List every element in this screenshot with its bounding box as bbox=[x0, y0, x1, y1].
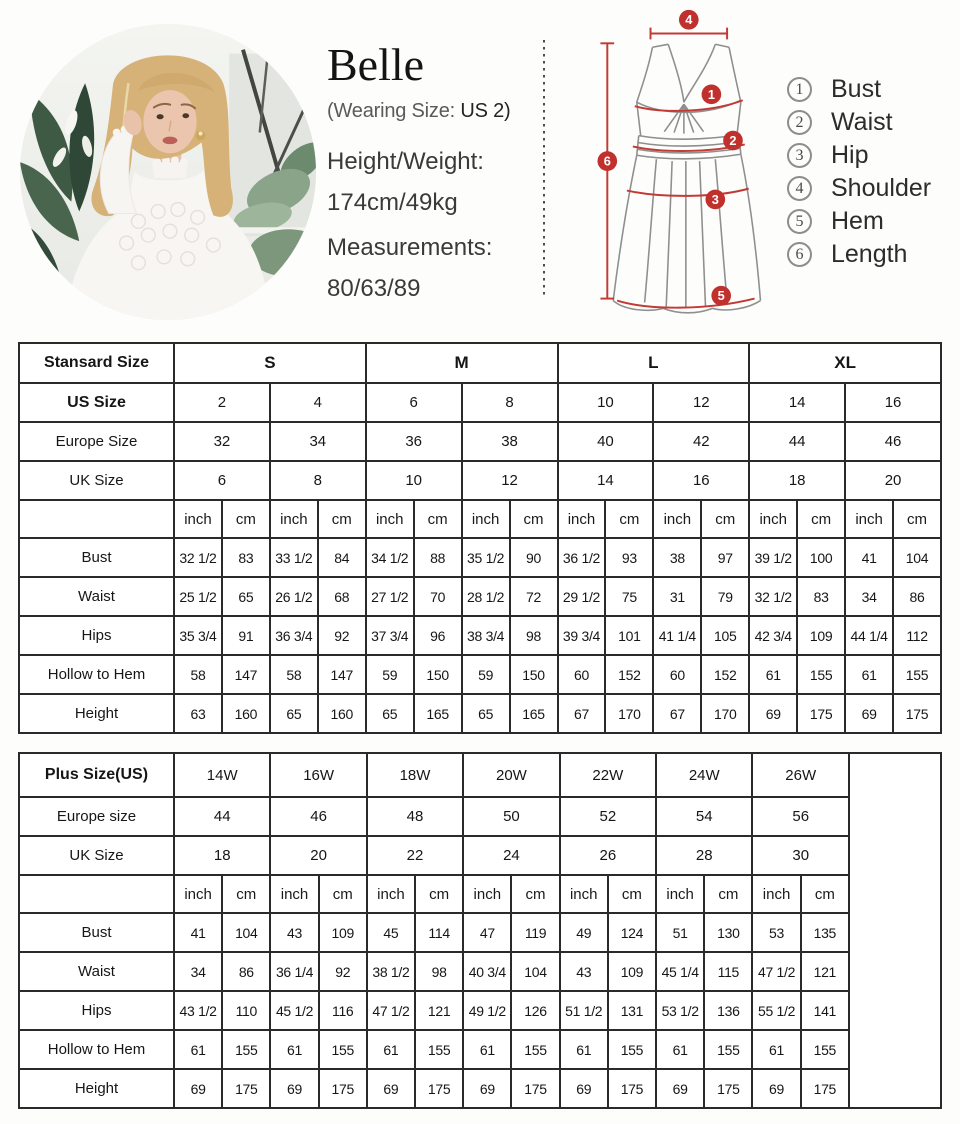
measure-value-cell: 45 1/2 bbox=[270, 991, 318, 1030]
measure-value-cell: 86 bbox=[893, 577, 941, 616]
measure-value-cell: 38 bbox=[653, 538, 701, 577]
unit-header-cell: inch bbox=[366, 500, 414, 538]
legend-number-circle: 3 bbox=[787, 143, 812, 168]
measurement-legend bbox=[787, 73, 931, 271]
unit-header-cell: cm bbox=[510, 500, 558, 538]
unit-header-cell: cm bbox=[701, 500, 749, 538]
measure-value-cell: 92 bbox=[319, 952, 367, 991]
size-value-cell: 12 bbox=[653, 383, 749, 422]
size-value-cell: 18 bbox=[174, 836, 270, 875]
row-label: Europe Size bbox=[19, 422, 174, 461]
size-value-cell: 42 bbox=[653, 422, 749, 461]
measurement-markers bbox=[597, 10, 742, 306]
measure-value-cell: 97 bbox=[701, 538, 749, 577]
measure-value-cell: 160 bbox=[222, 694, 270, 733]
measure-value-cell: 67 bbox=[653, 694, 701, 733]
legend-label: Waist bbox=[831, 108, 893, 136]
row-label: US Size bbox=[19, 383, 174, 422]
measure-value-cell: 35 1/2 bbox=[462, 538, 510, 577]
measure-value-cell: 92 bbox=[318, 616, 366, 655]
measure-value-cell: 61 bbox=[367, 1030, 415, 1069]
measure-value-cell: 27 1/2 bbox=[366, 577, 414, 616]
unit-header-cell: inch bbox=[367, 875, 415, 913]
measure-value-cell: 69 bbox=[656, 1069, 704, 1108]
measure-value-cell: 175 bbox=[797, 694, 845, 733]
size-value-cell: 14 bbox=[749, 383, 845, 422]
measure-value-cell: 47 1/2 bbox=[752, 952, 800, 991]
measure-value-cell: 69 bbox=[367, 1069, 415, 1108]
size-value-cell: 28 bbox=[656, 836, 752, 875]
measure-value-cell: 116 bbox=[319, 991, 367, 1030]
measure-value-cell: 69 bbox=[463, 1069, 511, 1108]
measure-value-cell: 61 bbox=[752, 1030, 800, 1069]
unit-header-cell: inch bbox=[845, 500, 893, 538]
size-value-cell: 46 bbox=[845, 422, 941, 461]
row-label: Bust bbox=[19, 538, 174, 577]
measure-value-cell: 69 bbox=[749, 694, 797, 733]
measure-value-cell: 47 1/2 bbox=[367, 991, 415, 1030]
size-value-cell: 56 bbox=[752, 797, 849, 836]
measure-value-cell: 98 bbox=[510, 616, 558, 655]
table-title: Plus Size(US) bbox=[19, 753, 174, 797]
unit-header-cell: inch bbox=[270, 875, 318, 913]
measure-value-cell: 79 bbox=[701, 577, 749, 616]
plus-size-table bbox=[18, 752, 942, 1109]
legend-number-circle: 2 bbox=[787, 110, 812, 135]
size-value-cell: 16 bbox=[653, 461, 749, 500]
measurement-lines bbox=[600, 28, 754, 308]
wearing-size bbox=[327, 100, 542, 123]
measure-value-cell: 170 bbox=[605, 694, 653, 733]
legend-item-bust bbox=[787, 73, 931, 106]
row-label: Hips bbox=[19, 616, 174, 655]
measure-value-cell: 147 bbox=[222, 655, 270, 694]
measure-value-cell: 109 bbox=[319, 913, 367, 952]
unit-header-cell: inch bbox=[749, 500, 797, 538]
unit-header-cell: cm bbox=[511, 875, 559, 913]
height-weight-label: Height/Weight: bbox=[327, 148, 484, 175]
measure-value-cell: 165 bbox=[414, 694, 462, 733]
model-photo bbox=[20, 24, 316, 320]
size-value-cell: 36 bbox=[366, 422, 462, 461]
legend-number-circle: 4 bbox=[787, 176, 812, 201]
measure-value-cell: 65 bbox=[366, 694, 414, 733]
unit-header-cell: cm bbox=[801, 875, 849, 913]
measure-value-cell: 175 bbox=[893, 694, 941, 733]
measure-value-cell: 45 bbox=[367, 913, 415, 952]
measure-value-cell: 53 bbox=[752, 913, 800, 952]
measure-value-cell: 39 1/2 bbox=[749, 538, 797, 577]
unit-header-cell: cm bbox=[318, 500, 366, 538]
legend-label: Hip bbox=[831, 141, 869, 169]
size-value-cell: 2 bbox=[174, 383, 270, 422]
measure-value-cell: 114 bbox=[415, 913, 463, 952]
measure-value-cell: 37 3/4 bbox=[366, 616, 414, 655]
measure-value-cell: 36 3/4 bbox=[270, 616, 318, 655]
measure-value-cell: 175 bbox=[608, 1069, 656, 1108]
model-name: Belle bbox=[327, 39, 425, 90]
measure-value-cell: 105 bbox=[701, 616, 749, 655]
measure-value-cell: 150 bbox=[510, 655, 558, 694]
size-value-cell: 32 bbox=[174, 422, 270, 461]
wearing-size-value: US 2) bbox=[460, 100, 511, 122]
standard-size-table bbox=[18, 342, 942, 734]
measure-value-cell: 84 bbox=[318, 538, 366, 577]
measure-value-cell: 126 bbox=[511, 991, 559, 1030]
measure-value-cell: 121 bbox=[415, 991, 463, 1030]
unit-header-cell: cm bbox=[893, 500, 941, 538]
size-value-cell: 22 bbox=[367, 836, 463, 875]
size-value-cell: 26 bbox=[560, 836, 656, 875]
size-value-cell: 44 bbox=[174, 797, 270, 836]
measure-value-cell: 47 bbox=[463, 913, 511, 952]
measure-value-cell: 155 bbox=[704, 1030, 752, 1069]
legend-label: Shoulder bbox=[831, 174, 932, 202]
measure-value-cell: 38 3/4 bbox=[462, 616, 510, 655]
legend-label: Length bbox=[831, 240, 908, 268]
size-group-header: 18W bbox=[367, 753, 463, 797]
measure-value-cell: 34 bbox=[174, 952, 222, 991]
size-group-header: 24W bbox=[656, 753, 752, 797]
row-label: Hips bbox=[19, 991, 174, 1030]
measurements-label: Measurements: bbox=[327, 234, 493, 261]
unit-header-cell: cm bbox=[797, 500, 845, 538]
row-label: Height bbox=[19, 1069, 174, 1108]
measure-value-cell: 43 bbox=[270, 913, 318, 952]
legend-label: Bust bbox=[831, 75, 882, 103]
measure-value-cell: 72 bbox=[510, 577, 558, 616]
svg-text:3: 3 bbox=[711, 191, 719, 207]
measure-value-cell: 43 1/2 bbox=[174, 991, 222, 1030]
size-value-cell: 12 bbox=[462, 461, 558, 500]
hip-line bbox=[627, 189, 749, 196]
measure-value-cell: 31 bbox=[653, 577, 701, 616]
measure-value-cell: 69 bbox=[270, 1069, 318, 1108]
size-group-header: XL bbox=[749, 343, 941, 383]
measure-value-cell: 53 1/2 bbox=[656, 991, 704, 1030]
measure-value-cell: 32 1/2 bbox=[174, 538, 222, 577]
measure-value-cell: 152 bbox=[605, 655, 653, 694]
unit-header-cell: cm bbox=[608, 875, 656, 913]
size-value-cell: 50 bbox=[463, 797, 559, 836]
row-label: Bust bbox=[19, 913, 174, 952]
size-value-cell: 8 bbox=[462, 383, 558, 422]
measure-value-cell: 34 1/2 bbox=[366, 538, 414, 577]
size-group-header: 20W bbox=[463, 753, 559, 797]
size-value-cell: 48 bbox=[367, 797, 463, 836]
row-label: UK Size bbox=[19, 461, 174, 500]
measure-value-cell: 101 bbox=[605, 616, 653, 655]
measure-value-cell: 43 bbox=[560, 952, 608, 991]
size-group-header: 26W bbox=[752, 753, 849, 797]
measure-value-cell: 51 1/2 bbox=[560, 991, 608, 1030]
model-photo-illustration bbox=[20, 24, 316, 320]
measure-value-cell: 124 bbox=[608, 913, 656, 952]
measure-value-cell: 100 bbox=[797, 538, 845, 577]
size-group-header: 16W bbox=[270, 753, 366, 797]
measure-value-cell: 63 bbox=[174, 694, 222, 733]
measure-value-cell: 110 bbox=[222, 991, 270, 1030]
measure-value-cell: 61 bbox=[174, 1030, 222, 1069]
measure-value-cell: 175 bbox=[704, 1069, 752, 1108]
unit-header-cell: inch bbox=[752, 875, 800, 913]
measure-value-cell: 38 1/2 bbox=[367, 952, 415, 991]
measure-value-cell: 69 bbox=[752, 1069, 800, 1108]
size-value-cell: 54 bbox=[656, 797, 752, 836]
measure-value-cell: 155 bbox=[801, 1030, 849, 1069]
size-group-header: 14W bbox=[174, 753, 270, 797]
unit-header-cell: inch bbox=[653, 500, 701, 538]
row-label: Waist bbox=[19, 952, 174, 991]
measure-value-cell: 175 bbox=[801, 1069, 849, 1108]
table-title: Stansard Size bbox=[19, 343, 174, 383]
measure-value-cell: 130 bbox=[704, 913, 752, 952]
size-value-cell: 14 bbox=[558, 461, 654, 500]
size-value-cell: 6 bbox=[174, 461, 270, 500]
measure-value-cell: 41 bbox=[174, 913, 222, 952]
measure-value-cell: 28 1/2 bbox=[462, 577, 510, 616]
measure-value-cell: 61 bbox=[560, 1030, 608, 1069]
row-label: Europe size bbox=[19, 797, 174, 836]
measure-value-cell: 55 1/2 bbox=[752, 991, 800, 1030]
unit-header-cell: inch bbox=[558, 500, 606, 538]
measure-value-cell: 75 bbox=[605, 577, 653, 616]
measure-value-cell: 147 bbox=[318, 655, 366, 694]
row-label: Hollow to Hem bbox=[19, 1030, 174, 1069]
measure-value-cell: 60 bbox=[558, 655, 606, 694]
measure-value-cell: 165 bbox=[510, 694, 558, 733]
measure-value-cell: 109 bbox=[797, 616, 845, 655]
measure-value-cell: 36 1/4 bbox=[270, 952, 318, 991]
unit-header-cell: cm bbox=[704, 875, 752, 913]
unit-header-cell: cm bbox=[222, 500, 270, 538]
row-label: UK Size bbox=[19, 836, 174, 875]
measure-value-cell: 170 bbox=[701, 694, 749, 733]
size-value-cell: 44 bbox=[749, 422, 845, 461]
measure-value-cell: 104 bbox=[893, 538, 941, 577]
size-group-header: M bbox=[366, 343, 558, 383]
measure-value-cell: 58 bbox=[174, 655, 222, 694]
dress-outline bbox=[613, 44, 760, 313]
legend-item-waist bbox=[787, 106, 931, 139]
size-group-header: L bbox=[558, 343, 750, 383]
measure-value-cell: 155 bbox=[797, 655, 845, 694]
unit-header-cell: cm bbox=[319, 875, 367, 913]
measure-value-cell: 39 3/4 bbox=[558, 616, 606, 655]
svg-text:2: 2 bbox=[729, 132, 737, 148]
legend-item-length bbox=[787, 238, 931, 271]
measure-value-cell: 155 bbox=[319, 1030, 367, 1069]
measure-value-cell: 61 bbox=[749, 655, 797, 694]
measure-value-cell: 104 bbox=[222, 913, 270, 952]
measure-value-cell: 69 bbox=[174, 1069, 222, 1108]
legend-number-circle: 5 bbox=[787, 209, 812, 234]
measure-value-cell: 61 bbox=[463, 1030, 511, 1069]
measure-value-cell: 49 bbox=[560, 913, 608, 952]
unit-header-cell: inch bbox=[656, 875, 704, 913]
measure-value-cell: 36 1/2 bbox=[558, 538, 606, 577]
legend-label: Hem bbox=[831, 207, 884, 235]
measure-value-cell: 25 1/2 bbox=[174, 577, 222, 616]
measure-value-cell: 61 bbox=[845, 655, 893, 694]
svg-text:1: 1 bbox=[707, 86, 715, 102]
measure-value-cell: 59 bbox=[462, 655, 510, 694]
measure-value-cell: 135 bbox=[801, 913, 849, 952]
measure-value-cell: 49 1/2 bbox=[463, 991, 511, 1030]
size-value-cell: 20 bbox=[270, 836, 366, 875]
size-value-cell: 30 bbox=[752, 836, 849, 875]
measure-value-cell: 69 bbox=[845, 694, 893, 733]
model-info bbox=[327, 39, 542, 303]
measure-value-cell: 26 1/2 bbox=[270, 577, 318, 616]
size-value-cell: 8 bbox=[270, 461, 366, 500]
size-value-cell: 38 bbox=[462, 422, 558, 461]
measure-value-cell: 65 bbox=[462, 694, 510, 733]
empty-corner-cell bbox=[19, 500, 174, 538]
height-weight-value: 174cm/49kg bbox=[327, 189, 458, 216]
measure-value-cell: 68 bbox=[318, 577, 366, 616]
unit-header-cell: inch bbox=[174, 875, 222, 913]
measure-value-cell: 40 3/4 bbox=[463, 952, 511, 991]
size-value-cell: 52 bbox=[560, 797, 656, 836]
row-label: Height bbox=[19, 694, 174, 733]
measure-value-cell: 35 3/4 bbox=[174, 616, 222, 655]
size-value-cell: 34 bbox=[270, 422, 366, 461]
measure-value-cell: 32 1/2 bbox=[749, 577, 797, 616]
legend-number-circle: 1 bbox=[787, 77, 812, 102]
measure-value-cell: 141 bbox=[801, 991, 849, 1030]
measure-value-cell: 90 bbox=[510, 538, 558, 577]
measure-value-cell: 29 1/2 bbox=[558, 577, 606, 616]
legend-item-hem bbox=[787, 205, 931, 238]
measure-value-cell: 83 bbox=[797, 577, 845, 616]
measurements-value: 80/63/89 bbox=[327, 275, 421, 302]
measure-value-cell: 61 bbox=[656, 1030, 704, 1069]
measure-value-cell: 88 bbox=[414, 538, 462, 577]
measure-value-cell: 115 bbox=[704, 952, 752, 991]
measure-value-cell: 152 bbox=[701, 655, 749, 694]
measure-value-cell: 121 bbox=[801, 952, 849, 991]
unit-header-cell: inch bbox=[270, 500, 318, 538]
size-value-cell: 46 bbox=[270, 797, 366, 836]
measure-value-cell: 83 bbox=[222, 538, 270, 577]
unit-header-cell: cm bbox=[415, 875, 463, 913]
measure-value-cell: 136 bbox=[704, 991, 752, 1030]
size-group-header: S bbox=[174, 343, 366, 383]
measure-value-cell: 58 bbox=[270, 655, 318, 694]
measure-value-cell: 41 1/4 bbox=[653, 616, 701, 655]
measure-value-cell: 155 bbox=[415, 1030, 463, 1069]
size-group-header: 22W bbox=[560, 753, 656, 797]
measure-value-cell: 42 3/4 bbox=[749, 616, 797, 655]
dotted-divider bbox=[543, 40, 545, 298]
unit-header-cell: inch bbox=[560, 875, 608, 913]
measure-value-cell: 112 bbox=[893, 616, 941, 655]
measure-value-cell: 61 bbox=[270, 1030, 318, 1069]
measure-value-cell: 104 bbox=[511, 952, 559, 991]
measure-value-cell: 175 bbox=[511, 1069, 559, 1108]
wearing-size-prefix: (Wearing Size: bbox=[327, 100, 461, 122]
measure-value-cell: 175 bbox=[319, 1069, 367, 1108]
legend-number-circle: 6 bbox=[787, 242, 812, 267]
measure-value-cell: 98 bbox=[415, 952, 463, 991]
size-value-cell: 40 bbox=[558, 422, 654, 461]
measure-value-cell: 119 bbox=[511, 913, 559, 952]
size-value-cell: 10 bbox=[558, 383, 654, 422]
measure-value-cell: 155 bbox=[222, 1030, 270, 1069]
svg-text:6: 6 bbox=[603, 153, 611, 169]
size-value-cell: 24 bbox=[463, 836, 559, 875]
unit-header-cell: inch bbox=[462, 500, 510, 538]
unit-header-cell: cm bbox=[414, 500, 462, 538]
legend-item-hip bbox=[787, 139, 931, 172]
row-label: Hollow to Hem bbox=[19, 655, 174, 694]
bust-line bbox=[635, 100, 743, 111]
unit-header-cell: inch bbox=[174, 500, 222, 538]
measure-value-cell: 109 bbox=[608, 952, 656, 991]
row-label: Waist bbox=[19, 577, 174, 616]
measure-value-cell: 91 bbox=[222, 616, 270, 655]
measure-value-cell: 86 bbox=[222, 952, 270, 991]
measure-value-cell: 150 bbox=[414, 655, 462, 694]
measure-value-cell: 70 bbox=[414, 577, 462, 616]
measure-value-cell: 69 bbox=[560, 1069, 608, 1108]
size-value-cell: 18 bbox=[749, 461, 845, 500]
measure-value-cell: 160 bbox=[318, 694, 366, 733]
measure-value-cell: 155 bbox=[608, 1030, 656, 1069]
measure-value-cell: 33 1/2 bbox=[270, 538, 318, 577]
size-value-cell: 20 bbox=[845, 461, 941, 500]
dress-measurement-diagram bbox=[578, 6, 778, 330]
size-value-cell: 16 bbox=[845, 383, 941, 422]
unit-header-cell: cm bbox=[605, 500, 653, 538]
measure-value-cell: 65 bbox=[270, 694, 318, 733]
measure-value-cell: 67 bbox=[558, 694, 606, 733]
measure-value-cell: 65 bbox=[222, 577, 270, 616]
svg-text:4: 4 bbox=[685, 12, 693, 28]
size-value-cell: 10 bbox=[366, 461, 462, 500]
measure-value-cell: 175 bbox=[222, 1069, 270, 1108]
unit-header-cell: cm bbox=[222, 875, 270, 913]
measure-value-cell: 51 bbox=[656, 913, 704, 952]
empty-corner-cell bbox=[19, 875, 174, 913]
legend-item-shoulder bbox=[787, 172, 931, 205]
measure-value-cell: 45 1/4 bbox=[656, 952, 704, 991]
size-value-cell: 6 bbox=[366, 383, 462, 422]
size-value-cell: 4 bbox=[270, 383, 366, 422]
measure-value-cell: 41 bbox=[845, 538, 893, 577]
measure-value-cell: 44 1/4 bbox=[845, 616, 893, 655]
unit-header-cell: inch bbox=[463, 875, 511, 913]
measure-value-cell: 93 bbox=[605, 538, 653, 577]
empty-spacer-cell bbox=[849, 753, 941, 1108]
measure-value-cell: 60 bbox=[653, 655, 701, 694]
measure-value-cell: 34 bbox=[845, 577, 893, 616]
measure-value-cell: 155 bbox=[893, 655, 941, 694]
svg-text:5: 5 bbox=[717, 288, 725, 304]
measure-value-cell: 175 bbox=[415, 1069, 463, 1108]
measure-value-cell: 96 bbox=[414, 616, 462, 655]
measure-value-cell: 131 bbox=[608, 991, 656, 1030]
measure-value-cell: 155 bbox=[511, 1030, 559, 1069]
measure-value-cell: 59 bbox=[366, 655, 414, 694]
